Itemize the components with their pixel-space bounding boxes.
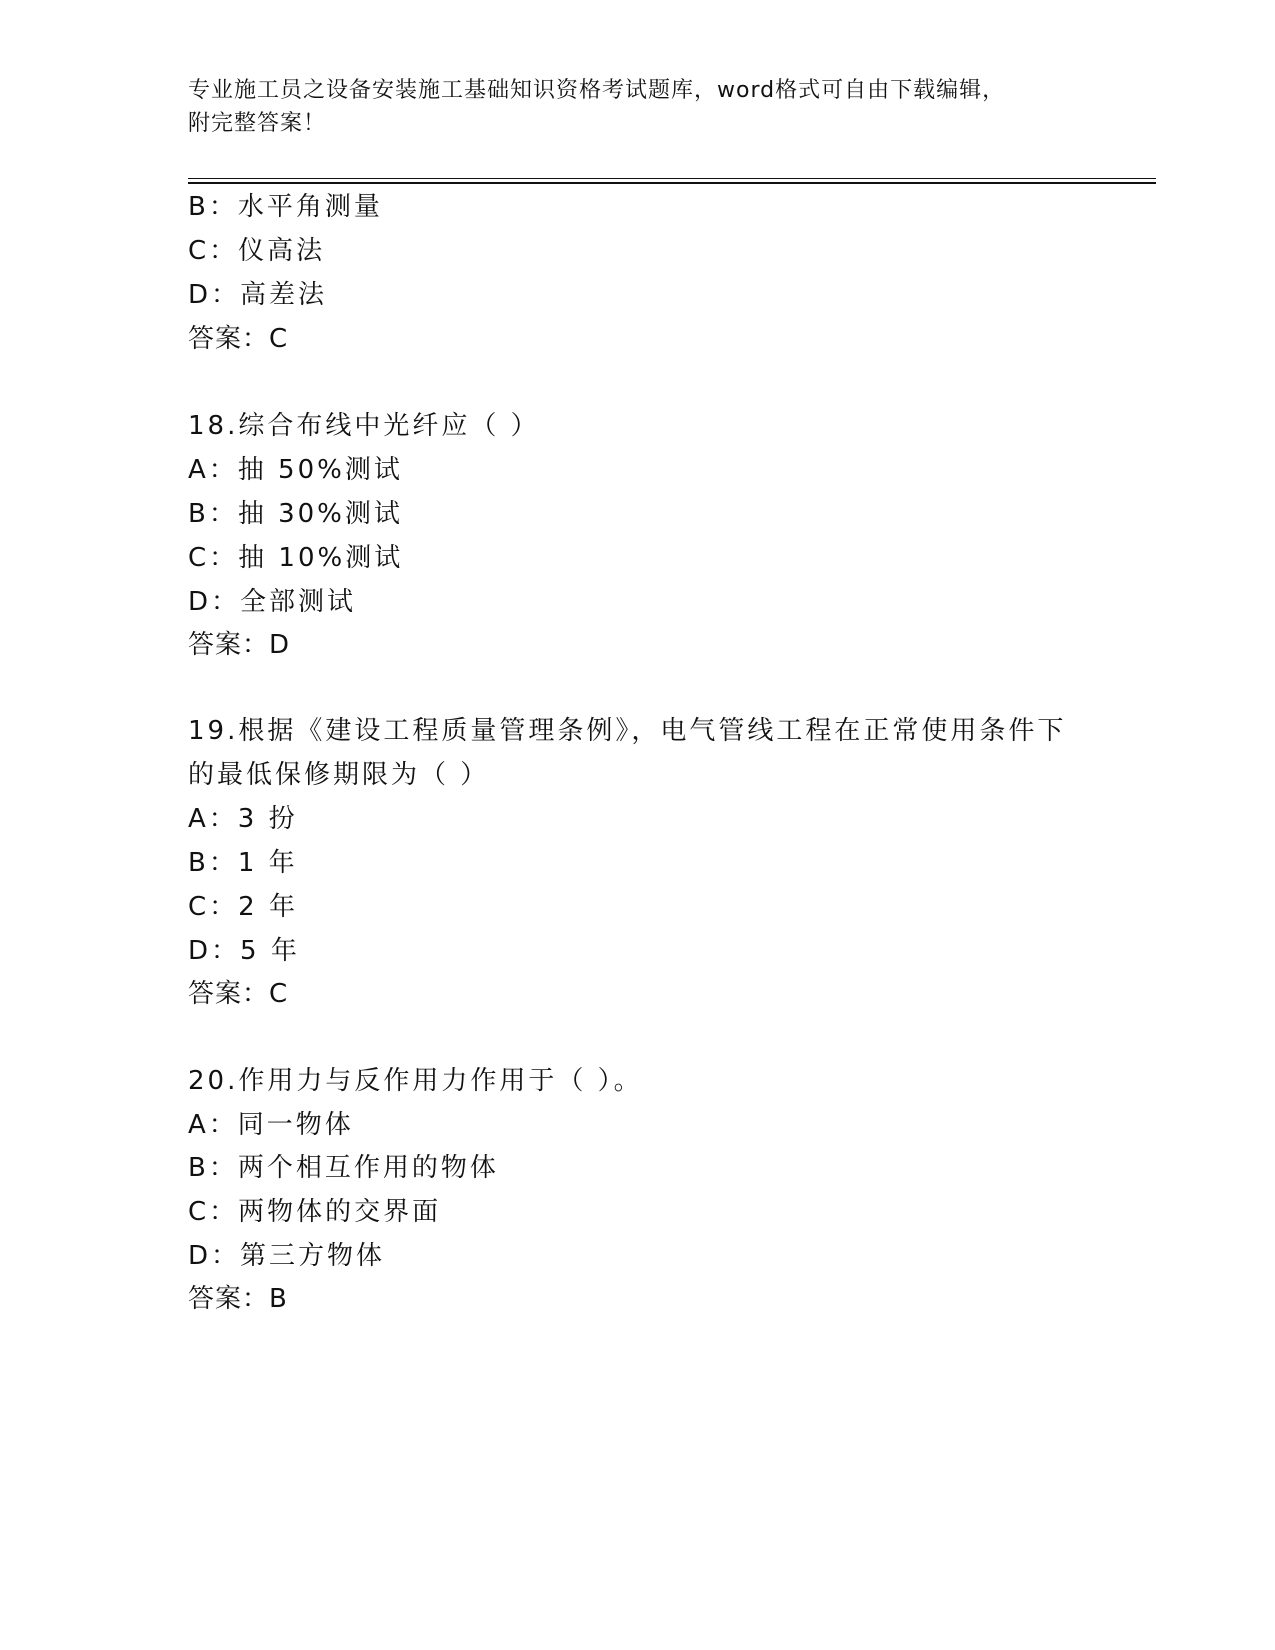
q19-stem-line-1: 19.根据《建设工程质量管理条例》，电气管线工程在正常使用条件下 (188, 716, 1067, 746)
header-line-2: 附完整答案！ (188, 111, 327, 136)
q17-answer: 答案：C (188, 324, 289, 354)
q17-option-b: B：水平角测量 (188, 192, 383, 222)
q19-option-a: A：3 扮 (188, 804, 298, 834)
q19-answer: 答案：C (188, 979, 289, 1009)
header-divider-top (188, 178, 1156, 179)
q20-answer: 答案：B (188, 1284, 288, 1314)
q17-option-c: C：仪高法 (188, 236, 326, 266)
q18-answer: 答案：D (188, 630, 291, 660)
header-divider-bottom (188, 182, 1156, 184)
q19-option-c: C：2 年 (188, 892, 298, 922)
q20-option-b: B：两个相互作用的物体 (188, 1153, 499, 1183)
q18-stem: 18.综合布线中光纤应（ ） (188, 411, 540, 441)
q19-option-b: B：1 年 (188, 848, 298, 878)
header-line-1: 专业施工员之设备安装施工基础知识资格考试题库，word格式可自由下载编辑， (188, 78, 1006, 103)
q18-option-b: B：抽 30%测试 (188, 499, 403, 529)
q20-option-d: D：第三方物体 (188, 1241, 386, 1271)
q17-option-d: D：高差法 (188, 280, 328, 310)
q20-option-c: C：两物体的交界面 (188, 1197, 442, 1227)
q19-stem-line-2: 的最低保修期限为（ ） (188, 760, 490, 790)
q18-option-a: A：抽 50%测试 (188, 455, 403, 485)
q20-stem: 20.作用力与反作用力作用于（ ）。 (188, 1066, 643, 1096)
q18-option-d: D：全部测试 (188, 587, 357, 617)
q18-option-c: C：抽 10%测试 (188, 543, 404, 573)
document-header (188, 74, 1088, 140)
q19-option-d: D：5 年 (188, 936, 300, 966)
q20-option-a: A：同一物体 (188, 1110, 354, 1140)
